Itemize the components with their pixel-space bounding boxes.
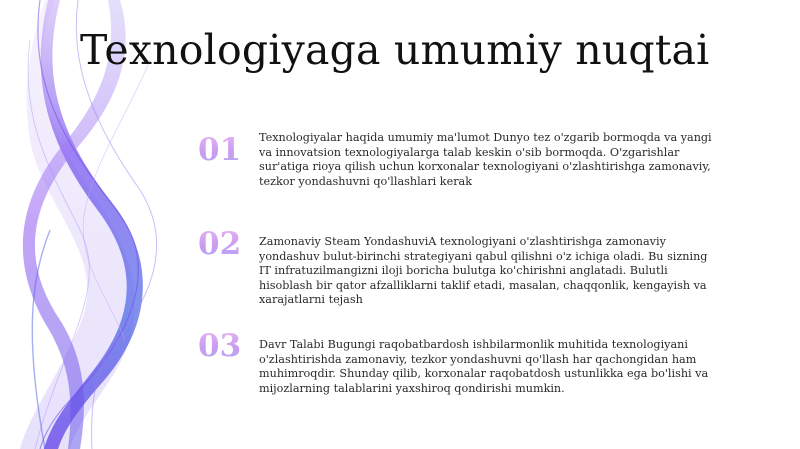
item-number: 03 bbox=[198, 328, 250, 364]
item-number: 01 bbox=[198, 132, 250, 168]
item-text: Davr Talabi Bugungi raqobatbardosh ishbilarmonlik muhitida texnologiyani o'zlashtirishda zamonaviy, tezkor yondashuvni qo'llash har qachongidan ham muhimroqdir. Shunday qilib, korxonalar raqobatdosh ustunlikka ega bo'lishi va mijozlarning talablarini yaxshiroq qondirishi mumkin. bbox=[259, 338, 709, 395]
slide-title: Texnologiyaga umumiy nuqtai bbox=[80, 26, 710, 74]
item-number: 02 bbox=[198, 226, 250, 262]
item-text: Zamonaviy Steam YondashuviA texnologiyani o'zlashtirishga zamonaviy yondashuv bulut-birinchi strategiyani qabul qilishni o'z ichiga oladi. Bu sizning IT infratuzilmangizni iloji boricha bulutga ko'chirishni anglatadi. Bulutli hisoblash bir qator afzalliklarni taklif etadi, masalan, chaqqonlik, kengayish va xarajatlarni tejash bbox=[259, 235, 708, 307]
item-text: Texnologiyalar haqida umumiy ma'lumot Dunyo tez o'zgarib bormoqda va yangi va innovatsion texnologiyalarga talab keskin o'sib bormoqda. O'zgarishlar sur'atiga rioya qilish uchun korxonalar texnologiyani o'zlashtirishga zamonaviy, tezkor yondashuvni qo'llashlari kerak bbox=[259, 131, 712, 188]
